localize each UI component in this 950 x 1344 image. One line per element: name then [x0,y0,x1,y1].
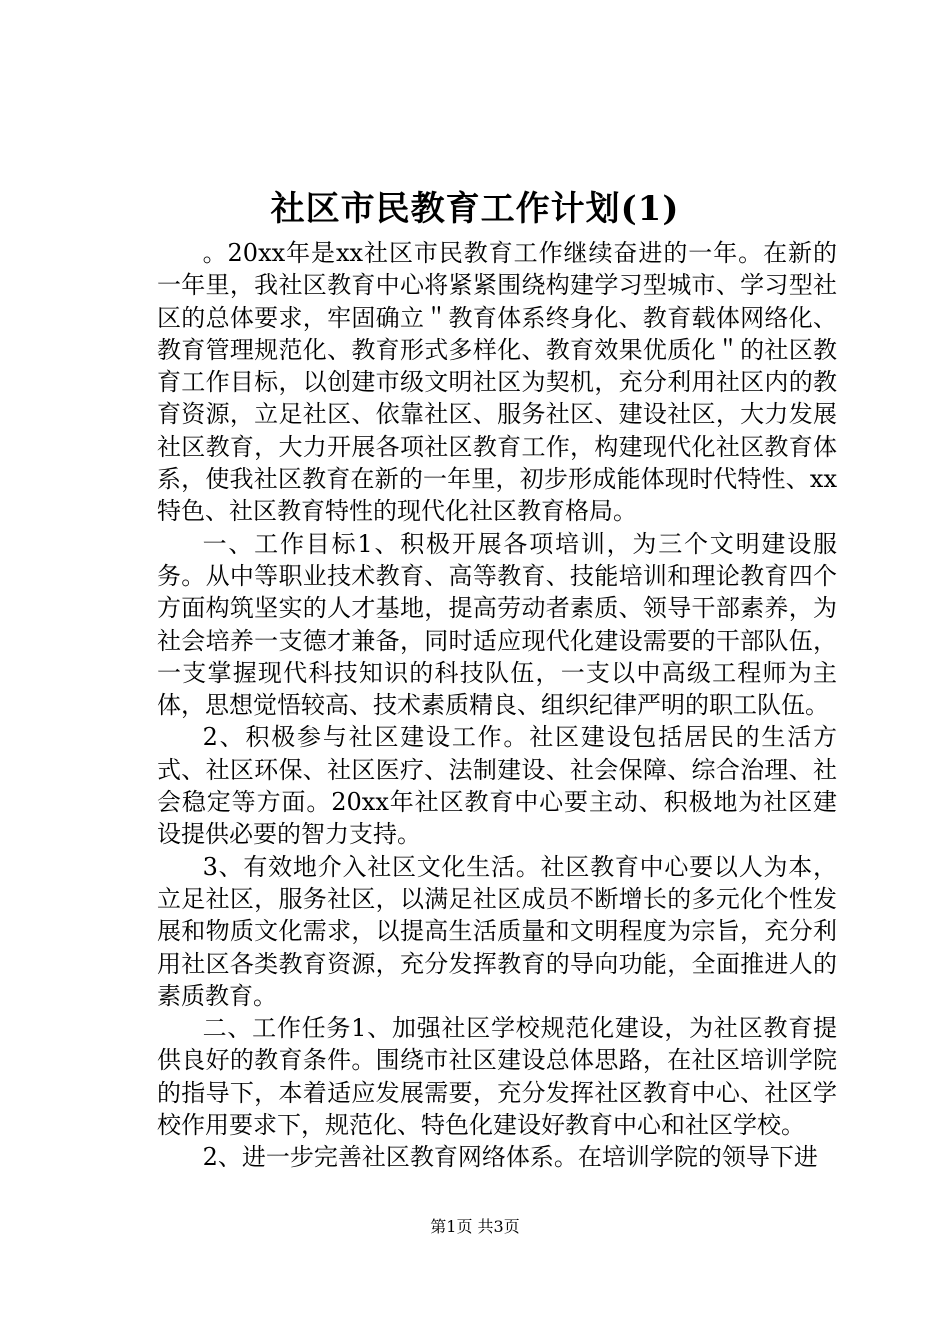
paragraph-community-building: 2、积极参与社区建设工作。社区建设包括居民的生活方式、社区环保、社区医疗、法制建设、社会保障、综合治理、社会稳定等方面。20xx年社区教育中心要主动、积极地为社区建设提供必要的智力支持。 [157,723,837,849]
document-body [157,237,837,1174]
paragraph-network-system: 2、进一步完善社区教育网络体系。在培训学院的领导下进 [202,1143,818,1172]
paragraph-work-goals: 一、工作目标1、积极开展各项培训，为三个文明建设服务。从中等职业技术教育、高等教育、技能培训和理论教育四个方面构筑坚实的人才基地，提高劳动者素质、领导干部素养，为社会培养一支德才兼备，同时适应现代化建设需要的干部队伍，一支掌握现代科技知识的科技队伍，一支以中高级工程师为主体，思想觉悟较高、技术素质精良、组织纪律严明的职工队伍。 [157,529,837,720]
page-number-footer: 第1页 共3页 [430,1217,520,1236]
document-title: 社区市民教育工作计划(1) [270,189,680,229]
paragraph-intro: 。20xx年是xx社区市民教育工作继续奋进的一年。在新的一年里，我社区教育中心将紧紧围绕构建学习型城市、学习型社区的总体要求，牢固确立＂教育体系终身化、教育载体网络化、教育管理规范化、教育形式多样化、教育效果优质化＂的社区教育工作目标，以创建市级文明社区为契机，充分利用社区内的教育资源，立足社区、依靠社区、服务社区、建设社区，大力发展社区教育，大力开展各项社区教育工作，构建现代化社区教育体系，使我社区教育在新的一年里，初步形成能体现时代特性、xx特色、社区教育特性的现代化社区教育格局。 [157,239,837,526]
paragraph-work-tasks: 二、工作任务1、加强社区学校规范化建设，为社区教育提供良好的教育条件。围绕市社区建设总体思路，在社区培训学院的指导下，本着适应发展需要，充分发挥社区教育中心、社区学校作用要求下，规范化、特色化建设好教育中心和社区学校。 [157,1014,837,1140]
paragraph-community-culture: 3、有效地介入社区文化生活。社区教育中心要以人为本，立足社区，服务社区，以满足社区成员不断增长的多元化个性发展和物质文化需求，以提高生活质量和文明程度为宗旨，充分利用社区各类教育资源，充分发挥教育的导向功能，全面推进人的素质教育。 [157,852,837,1010]
